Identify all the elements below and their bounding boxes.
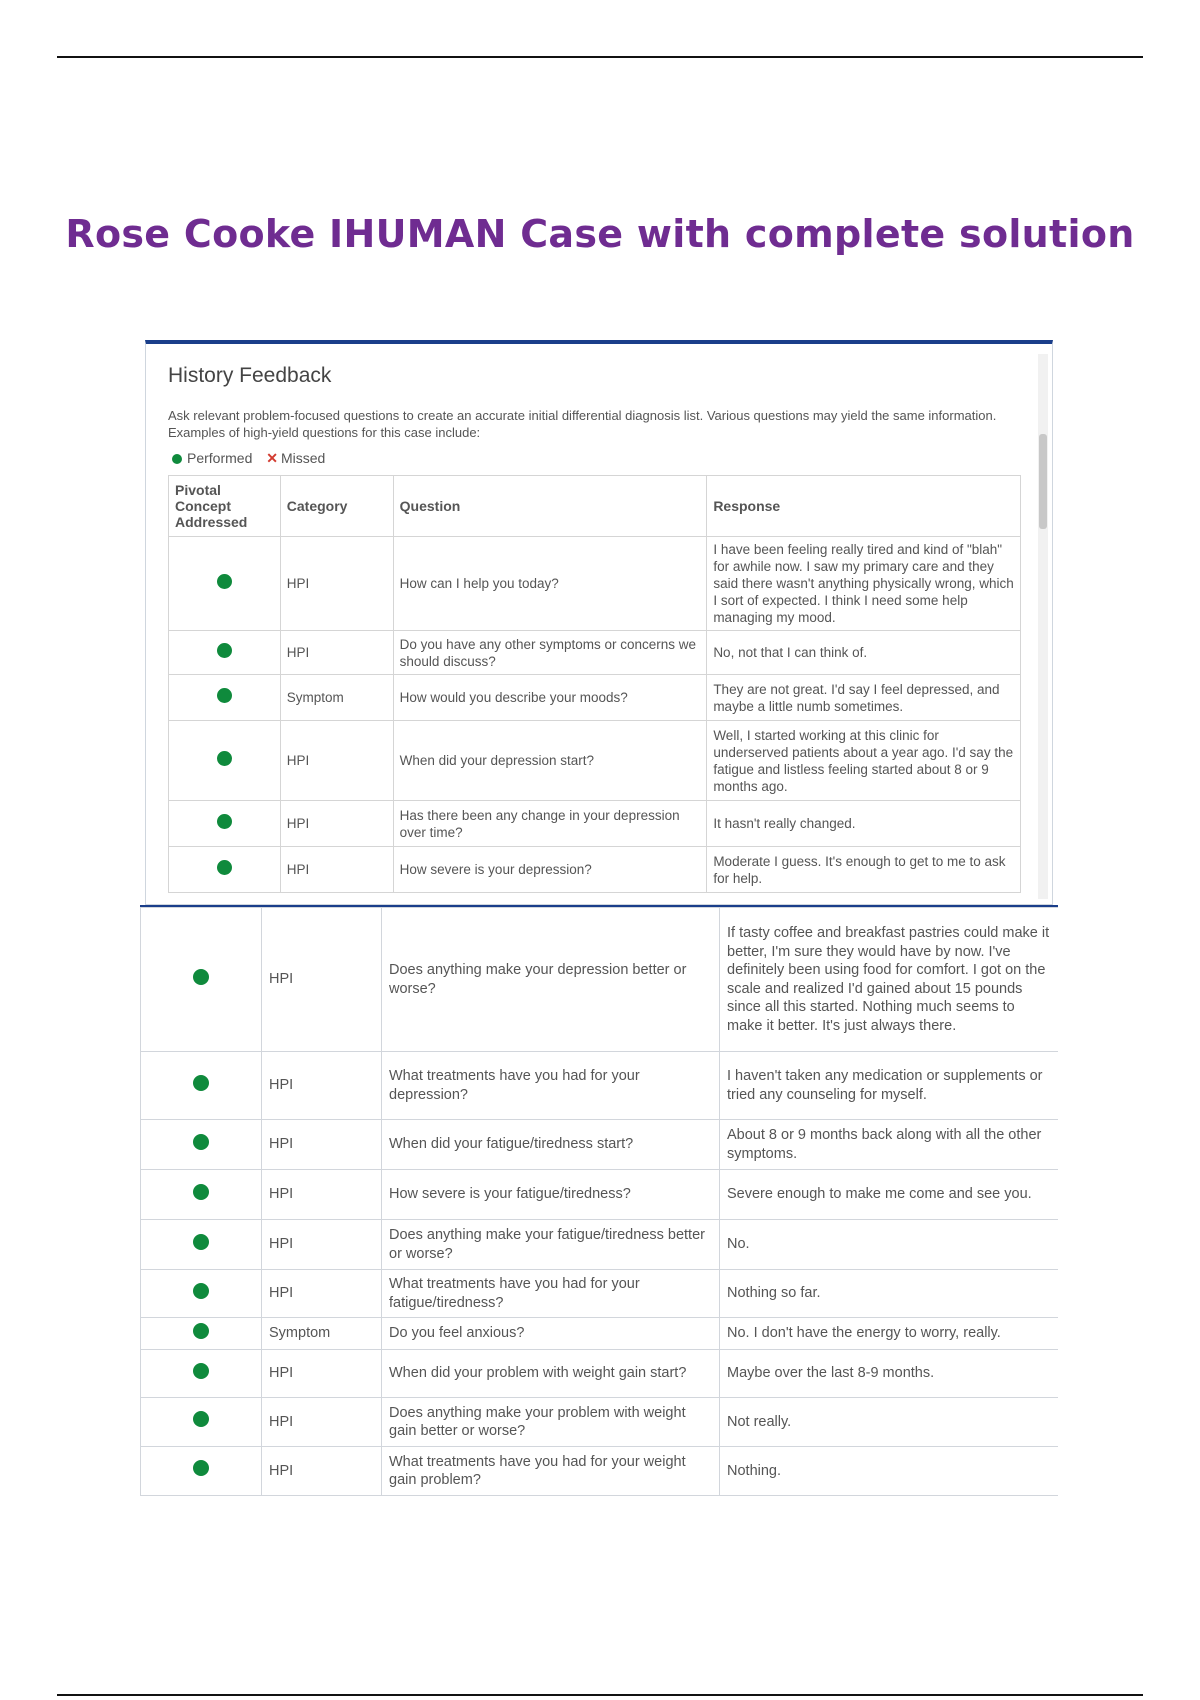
category-cell: HPI: [262, 1170, 382, 1220]
performed-dot-icon: [217, 574, 232, 589]
question-cell: Do you feel anxious?: [382, 1318, 720, 1350]
category-cell: HPI: [262, 1270, 382, 1318]
pivotal-cell: [169, 721, 281, 801]
question-cell: What treatments have you had for your fatigue/tiredness?: [382, 1270, 720, 1318]
response-cell: Severe enough to make me come and see you.: [720, 1170, 1059, 1220]
pivotal-cell: [141, 1398, 262, 1447]
table-row: [141, 1398, 1059, 1447]
panel-intro: Ask relevant problem-focused questions to create an accurate initial differential diagnosis list. Various questions may yield the same information. Examples of high-yield questions for this case include:: [168, 408, 997, 440]
category-cell: HPI: [262, 1052, 382, 1120]
performed-dot-icon: [193, 969, 209, 985]
question-cell: What treatments have you had for your depression?: [382, 1052, 720, 1120]
performed-dot-icon: [193, 1184, 209, 1200]
response-cell: It hasn't really changed.: [707, 801, 1021, 847]
pivotal-cell: [169, 847, 281, 893]
response-cell: If tasty coffee and breakfast pastries could make it better, I'm sure they would have by now. I've definitely been using food for comfort. I got on the scale and realized I'd gained about 15 pounds since all this started. Nothing much seems to make it better. It's just always there.: [720, 908, 1059, 1052]
table-row: [169, 721, 1021, 801]
header-pivotal: Pivotal Concept Addressed: [169, 476, 281, 537]
question-cell: Does anything make your fatigue/tiredness better or worse?: [382, 1220, 720, 1270]
question-cell: When did your fatigue/tiredness start?: [382, 1120, 720, 1170]
question-cell: How would you describe your moods?: [393, 675, 707, 721]
performed-dot-icon: [217, 814, 232, 829]
category-cell: HPI: [262, 1447, 382, 1496]
category-cell: HPI: [262, 908, 382, 1052]
question-cell: Does anything make your depression better or worse?: [382, 908, 720, 1052]
top-rule: [57, 56, 1143, 58]
performed-dot-icon: [217, 688, 232, 703]
legend-missed: Missed: [280, 450, 326, 466]
pivotal-cell: [141, 1220, 262, 1270]
response-cell: No. I don't have the energy to worry, really.: [720, 1318, 1059, 1350]
performed-dot-icon: [193, 1460, 209, 1476]
pivotal-cell: [141, 1270, 262, 1318]
performed-dot-icon: [193, 1323, 209, 1339]
category-cell: HPI: [262, 1220, 382, 1270]
document-title: Rose Cooke IHUMAN Case with complete solution: [65, 212, 1135, 256]
performed-dot-icon: [193, 1411, 209, 1427]
response-cell: About 8 or 9 months back along with all the other symptoms.: [720, 1120, 1059, 1170]
response-cell: They are not great. I'd say I feel depressed, and maybe a little numb sometimes.: [707, 675, 1021, 721]
table-row: [169, 801, 1021, 847]
feedback-table-upper: [168, 475, 1021, 893]
performed-dot-icon: [217, 860, 232, 875]
pivotal-cell: [141, 1447, 262, 1496]
performed-dot-icon: [193, 1363, 209, 1379]
question-cell: Do you have any other symptoms or concerns we should discuss?: [393, 631, 707, 675]
question-cell: How can I help you today?: [393, 537, 707, 631]
table-row: [141, 1052, 1059, 1120]
category-cell: HPI: [262, 1398, 382, 1447]
pivotal-cell: [169, 537, 281, 631]
performed-dot-icon: [193, 1134, 209, 1150]
pivotal-cell: [169, 675, 281, 721]
pivotal-cell: [169, 801, 281, 847]
category-cell: Symptom: [280, 675, 393, 721]
table-row: [169, 537, 1021, 631]
header-question: Question: [393, 476, 707, 537]
pivotal-cell: [141, 908, 262, 1052]
response-cell: No.: [720, 1220, 1059, 1270]
category-cell: HPI: [280, 847, 393, 893]
table-row: [141, 1447, 1059, 1496]
header-response: Response: [707, 476, 1021, 537]
table-row: [141, 908, 1059, 1052]
question-cell: How severe is your fatigue/tiredness?: [382, 1170, 720, 1220]
question-cell: How severe is your depression?: [393, 847, 707, 893]
table-row: [141, 1170, 1059, 1220]
question-cell: Has there been any change in your depression over time?: [393, 801, 707, 847]
table-row: [169, 631, 1021, 675]
response-cell: Maybe over the last 8-9 months.: [720, 1350, 1059, 1398]
response-cell: Nothing so far.: [720, 1270, 1059, 1318]
performed-dot-icon: [172, 454, 182, 464]
missed-x-icon: ✕: [266, 450, 278, 466]
category-cell: Symptom: [262, 1318, 382, 1350]
pivotal-cell: [141, 1318, 262, 1350]
performed-dot-icon: [217, 751, 232, 766]
table-row: [141, 1120, 1059, 1170]
pivotal-cell: [141, 1120, 262, 1170]
category-cell: HPI: [280, 631, 393, 675]
table-header-row: [169, 476, 1021, 537]
category-cell: HPI: [280, 801, 393, 847]
table-row: [141, 1350, 1059, 1398]
category-cell: HPI: [262, 1350, 382, 1398]
scrollbar-thumb[interactable]: [1039, 434, 1047, 529]
legend: [172, 450, 325, 467]
question-cell: Does anything make your problem with weight gain better or worse?: [382, 1398, 720, 1447]
legend-performed: Performed: [187, 450, 253, 466]
response-cell: Not really.: [720, 1398, 1059, 1447]
question-cell: What treatments have you had for your weight gain problem?: [382, 1447, 720, 1496]
pivotal-cell: [141, 1052, 262, 1120]
category-cell: HPI: [280, 537, 393, 631]
pivotal-cell: [169, 631, 281, 675]
history-feedback-panel: [145, 340, 1053, 905]
performed-dot-icon: [193, 1075, 209, 1091]
response-cell: I have been feeling really tired and kind of "blah" for awhile now. I saw my primary care and they said there wasn't anything physically wrong, which I sort of expected. I think I need some help managing my mood.: [707, 537, 1021, 631]
panel-scrollbar[interactable]: [1038, 354, 1048, 899]
table-row: [169, 847, 1021, 893]
category-cell: HPI: [280, 721, 393, 801]
table-row: [169, 675, 1021, 721]
question-cell: When did your depression start?: [393, 721, 707, 801]
feedback-table-lower-section: [140, 905, 1058, 1497]
table-row: [141, 1318, 1059, 1350]
response-cell: Well, I started working at this clinic for underserved patients about a year ago. I'd say the fatigue and listless feeling started about 8 or 9 months ago.: [707, 721, 1021, 801]
feedback-table-lower: [140, 907, 1058, 1496]
response-cell: No, not that I can think of.: [707, 631, 1021, 675]
pivotal-cell: [141, 1350, 262, 1398]
response-cell: Moderate I guess. It's enough to get to me to ask for help.: [707, 847, 1021, 893]
table-row: [141, 1270, 1059, 1318]
performed-dot-icon: [217, 643, 232, 658]
category-cell: HPI: [262, 1120, 382, 1170]
table-row: [141, 1220, 1059, 1270]
header-category: Category: [280, 476, 393, 537]
performed-dot-icon: [193, 1234, 209, 1250]
response-cell: Nothing.: [720, 1447, 1059, 1496]
response-cell: I haven't taken any medication or supplements or tried any counseling for myself.: [720, 1052, 1059, 1120]
panel-title: History Feedback: [168, 364, 332, 387]
question-cell: When did your problem with weight gain start?: [382, 1350, 720, 1398]
bottom-rule: [57, 1694, 1143, 1696]
performed-dot-icon: [193, 1283, 209, 1299]
pivotal-cell: [141, 1170, 262, 1220]
